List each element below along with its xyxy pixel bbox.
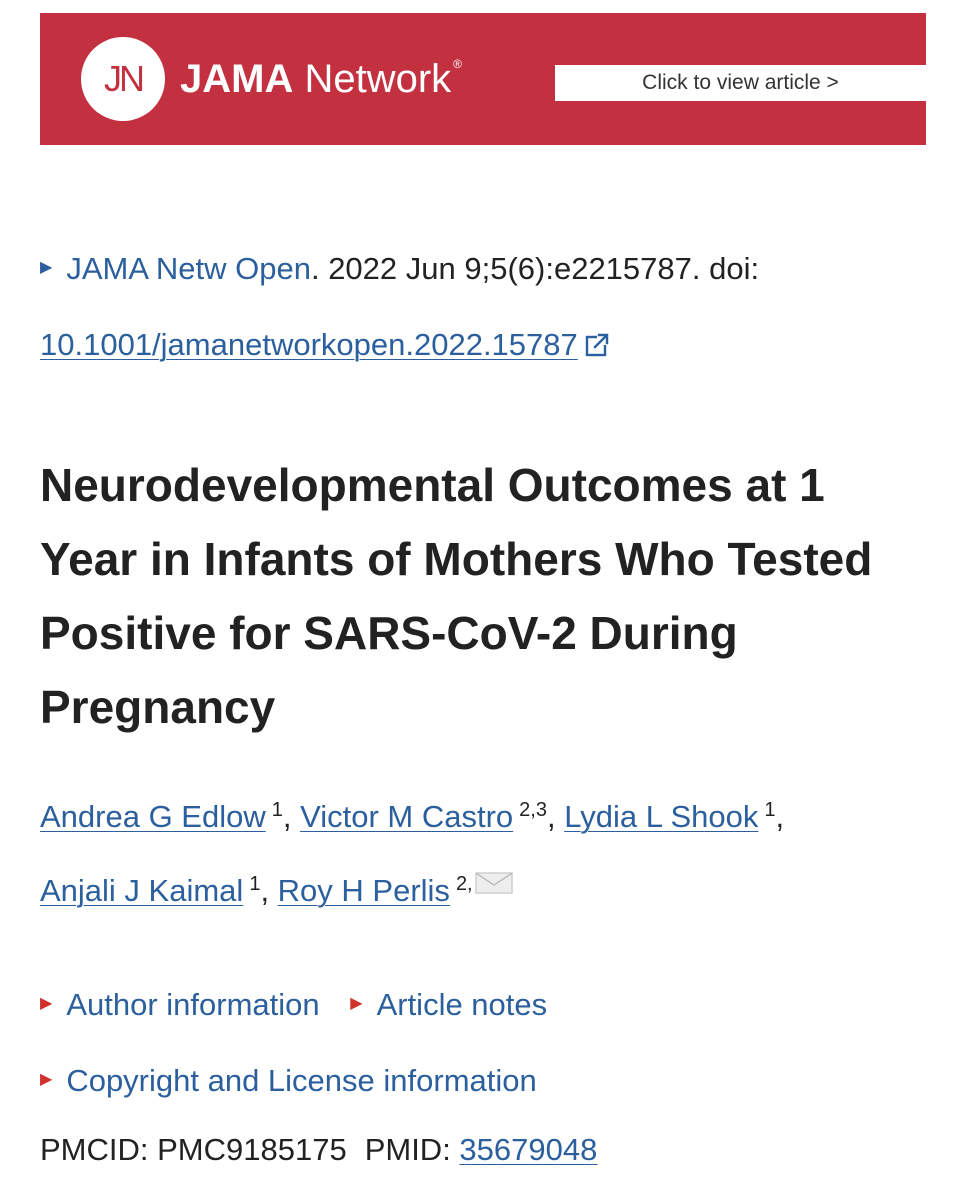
logo-monogram: JN: [104, 58, 142, 99]
triangle-right-icon: ▶: [40, 1070, 53, 1088]
author-affiliation: 1: [271, 798, 283, 821]
jama-network-logo-icon: [81, 37, 165, 121]
citation: [40, 232, 930, 382]
external-link-icon[interactable]: [584, 332, 610, 358]
author-affiliation: 1: [249, 872, 261, 895]
pmcid: PMCID: PMC9185175: [40, 1132, 347, 1167]
pmid-label: PMID:: [364, 1132, 460, 1167]
article-title: Neurodevelopmental Outcomes at 1 Year in Infants of Mothers Who Tested Positive for SARS-CoV-2 During Pregnancy: [40, 459, 873, 733]
author-link[interactable]: Lydia L Shook: [564, 799, 759, 834]
expander-row: [40, 968, 940, 1044]
citation-details: . 2022 Jun 9;5(6):e2215787. doi:: [310, 251, 760, 286]
registered-mark: ®: [453, 57, 462, 71]
author-link[interactable]: Roy H Perlis: [277, 873, 450, 908]
view-article-button[interactable]: Click to view article >: [555, 65, 926, 101]
author-affiliation: 2,3: [519, 798, 547, 821]
triangle-right-icon[interactable]: ▶: [40, 258, 53, 276]
article-notes-label[interactable]: Article notes: [376, 987, 548, 1022]
author-list: Andrea G Edlow $^1$, Victor M Castro $^{2,3}$, Lydia L Shook $^1$, Anjali J Kaimal $^1$, Roy H Perlis $^{2,}$: [40, 798, 785, 908]
brand-name-rest: Network: [293, 57, 452, 101]
pmid-link[interactable]: 35679048: [459, 1132, 598, 1167]
copyright-label[interactable]: Copyright and License information: [66, 1062, 537, 1098]
info-expanders: [40, 968, 940, 1120]
author-affiliation: 2,: [455, 872, 473, 895]
author-information-toggle[interactable]: [40, 987, 320, 1022]
mail-icon[interactable]: [475, 872, 513, 894]
copyright-toggle[interactable]: [40, 1063, 537, 1098]
triangle-right-icon: ▶: [40, 994, 53, 1012]
doi-link[interactable]: 10.1001/jamanetworkopen.2022.15787: [40, 326, 578, 362]
brand-name-bold: JAMA: [180, 57, 294, 101]
triangle-right-icon: ▶: [350, 994, 363, 1012]
author-affiliation: 1: [764, 798, 776, 821]
expander-row: [40, 1044, 940, 1120]
jama-network-banner[interactable]: [40, 13, 926, 145]
brand-name: [180, 53, 462, 105]
author-link[interactable]: Andrea G Edlow: [40, 799, 266, 834]
author-link[interactable]: Anjali J Kaimal: [40, 873, 244, 908]
article-notes-toggle[interactable]: [350, 987, 547, 1022]
article-ids: [40, 1115, 940, 1185]
journal-link[interactable]: JAMA Netw Open: [66, 251, 311, 286]
author-information-label[interactable]: Author information: [66, 987, 320, 1022]
author-link[interactable]: Victor M Castro: [300, 799, 514, 834]
